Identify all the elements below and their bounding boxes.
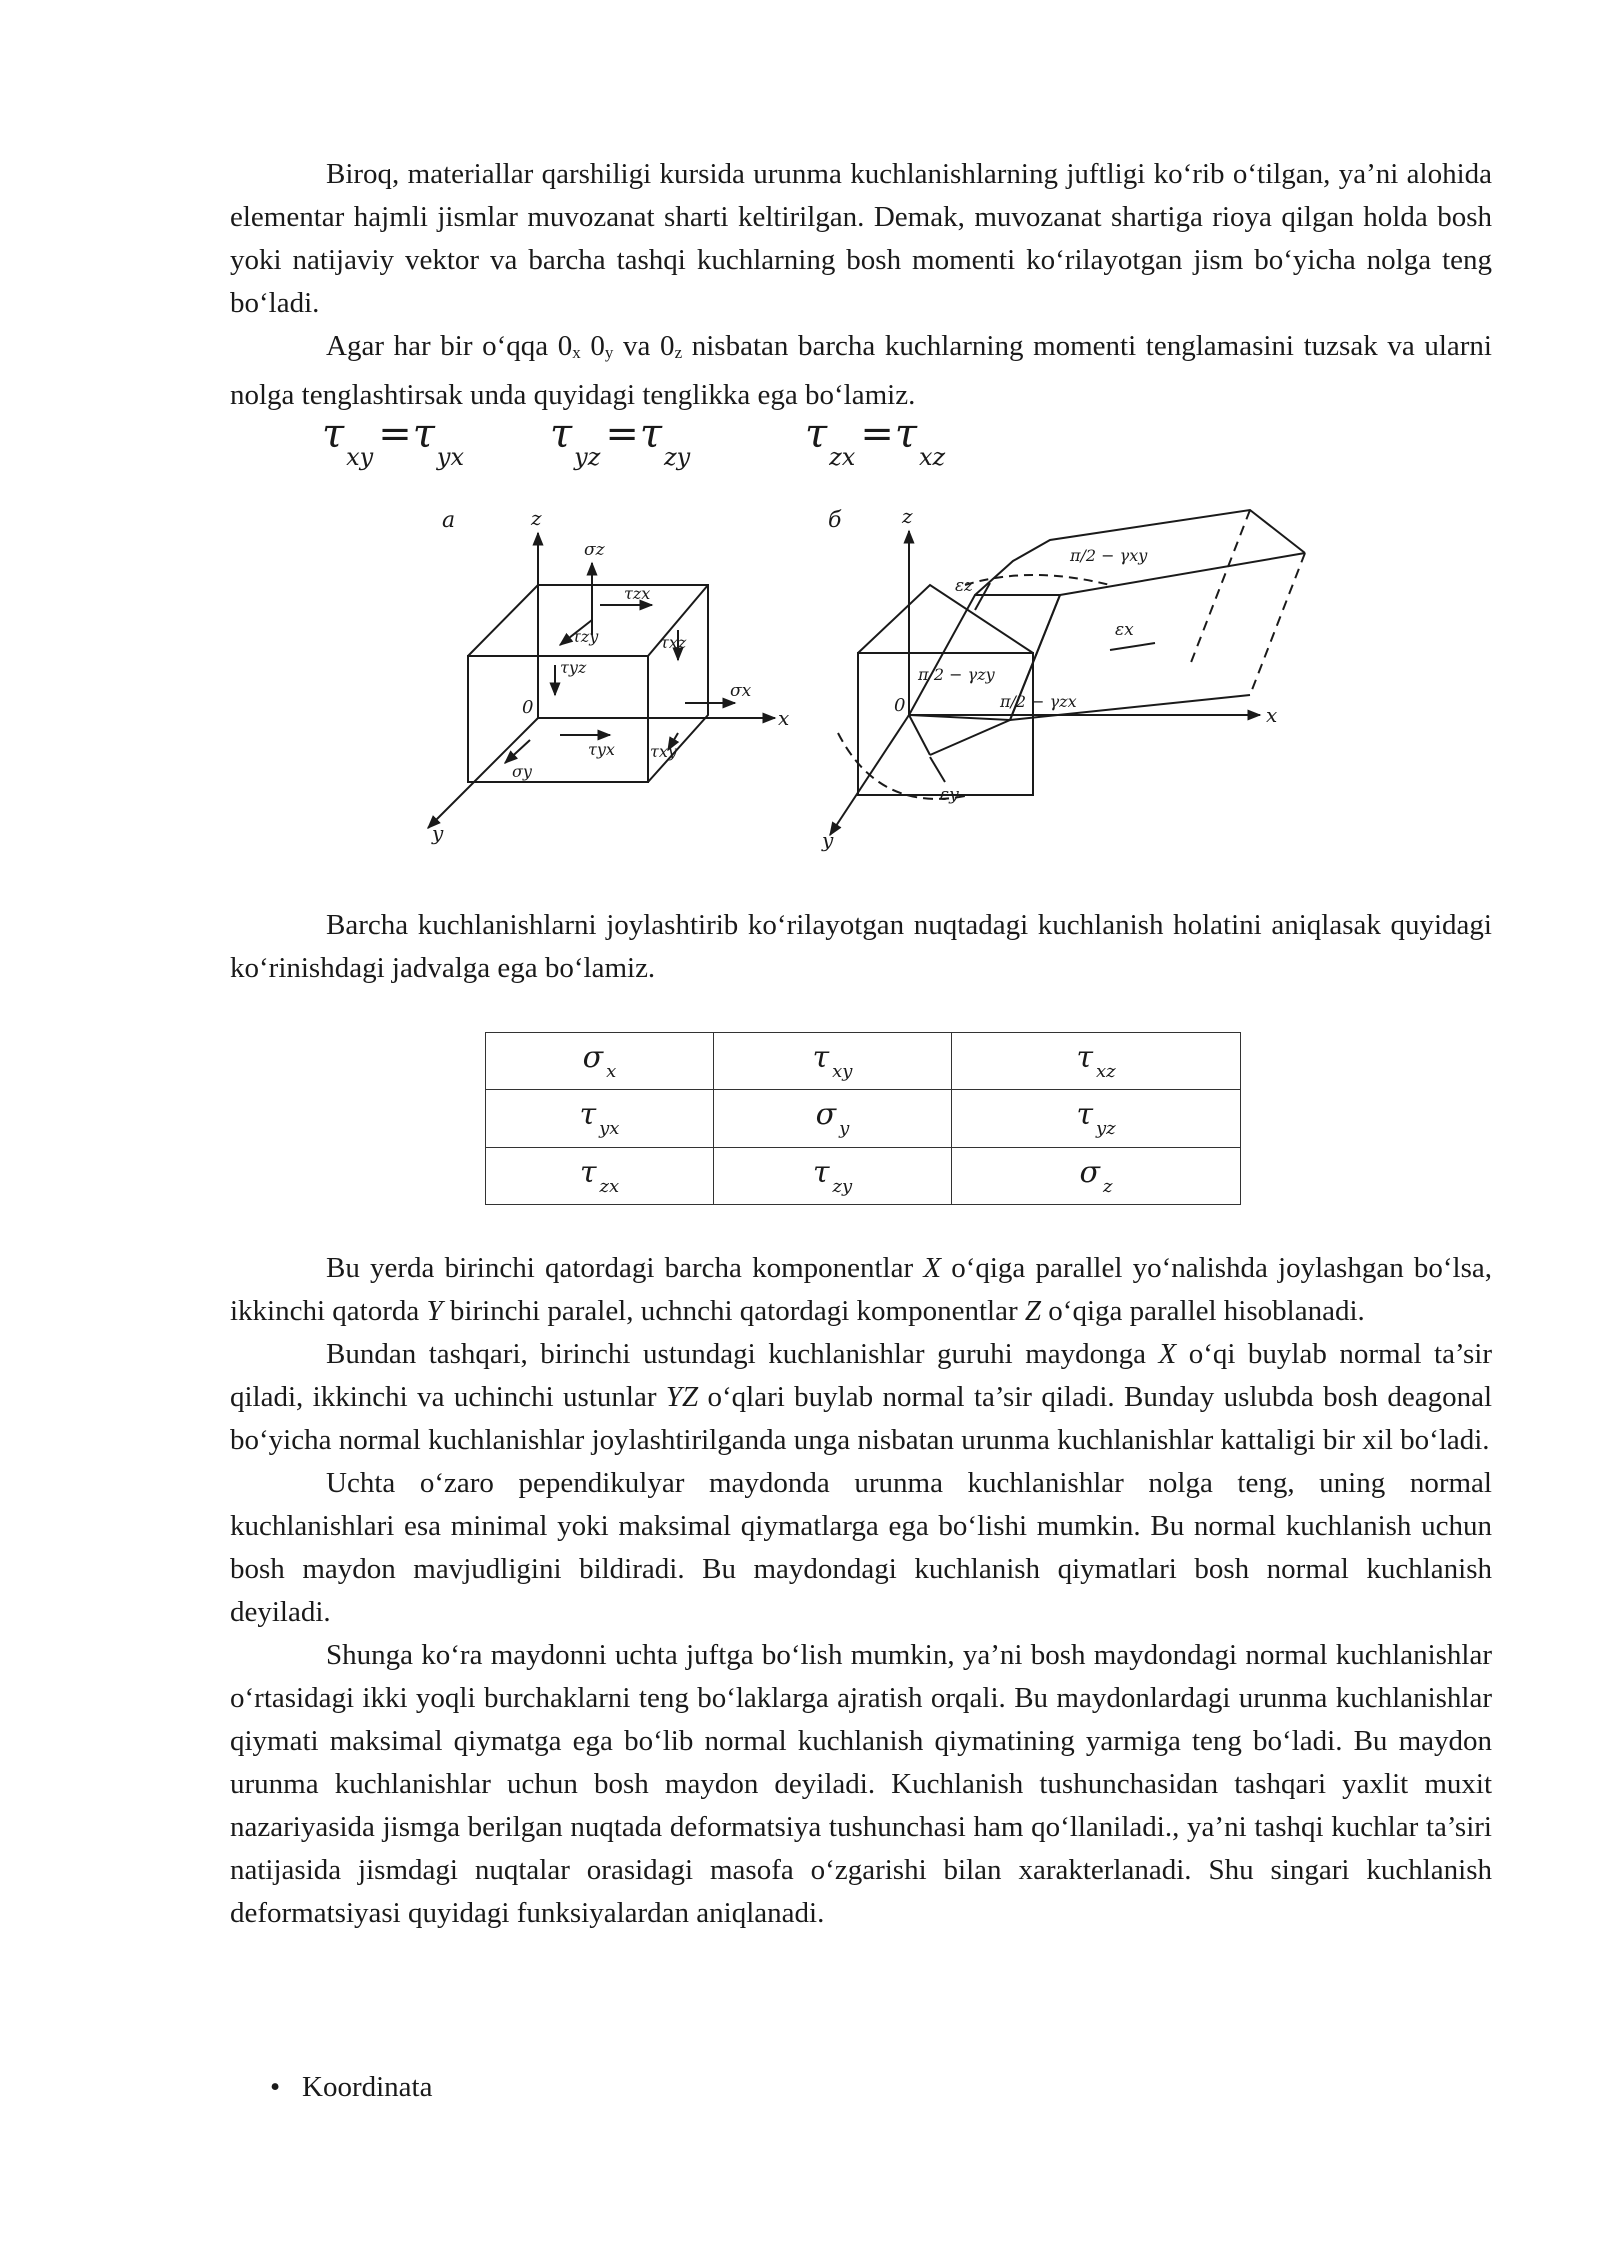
label-sigma-z: σz xyxy=(584,540,605,560)
paragraph: Shunga ko‘ra maydonni uchta juftga bo‘lish mumkin, ya’ni bosh maydondagi normal kuchlanishlar o‘rtasidagi ikki yoqli burchaklarni teng bo‘laklarga ajratish orqali. Bu maydonlardagi urunma kuchlanishlar qiymati maksimal qiymatga ega bo‘lib normal kuchlanish qiymatining yarmiga teng bo‘ladi. Bu maydon urunma kuchlanishlar uchun bosh maydon deyiladi. Kuchlanish tushunchasidan tashqari yaxlit muxit nazariyasida jismga berilgan nuqtada deformatsiya tushunchasi ham qo‘llaniladi., ya’ni tashqi kuchlar ta’siri natijasida jismdagi nuqtalar orasidagi masofa o‘zgarishi bilan xarakterlanadi. Shu singari kuchlanish deformatsiyasi quyidagi funksiyalardan aniqlanadi. xyxy=(230,1639,1492,1929)
label-eps-y: εy xyxy=(940,785,959,805)
label-tau-yz: τyz xyxy=(560,658,587,677)
label-gamma-zy: π/2 − γzy xyxy=(918,665,995,684)
label-tau-xz: τxz xyxy=(660,633,687,652)
bullet-marker: • xyxy=(270,2071,281,2103)
label-sigma-y: σy xyxy=(512,762,532,781)
paragraph: Agar har bir o‘qqa 0x 0y va 0z nisbatan barcha kuchlarning momenti tenglamasini tuzsak va ularni nolga tenglashtirsak unda quyidagi tenglikka ega bo‘lamiz. xyxy=(230,330,1492,411)
y-axis-label: y xyxy=(822,828,834,852)
paragraph: Uchta o‘zaro pependikulyar maydonda urunma kuchlanishlar nolga teng, uning normal kuchlanishlari esa minimal yoki maksimal qiymatlarga ega bo‘lishi mumkin. Bu normal kuchlanish uchun bosh maydon mavjudligini bildiradi. Bu maydondagi kuchlanish qiymatlari bosh normal kuchlanish deyiladi. xyxy=(230,1467,1492,1628)
stress-component-table xyxy=(485,1032,1241,1205)
formula-xy: $\tau_{xy} =\tau_{yx}$ xyxy=(322,411,464,471)
label-tau-xy: τxy xyxy=(650,742,677,761)
table-cell: τ $_{yx}$ xyxy=(486,1090,714,1147)
label-gamma-zx: π/2 − γzx xyxy=(1000,692,1077,711)
z-axis-label: z xyxy=(902,504,913,528)
panel-b-tag: б xyxy=(828,508,842,533)
body-text xyxy=(230,1247,1492,1935)
table-cell: τ $_{zx}$ xyxy=(486,1147,714,1204)
figure-panel-b xyxy=(821,504,1305,852)
table-cell: σ $_x$ xyxy=(486,1033,714,1090)
table-row xyxy=(486,1147,1241,1204)
table-cell: τ $_{yz}$ xyxy=(952,1090,1241,1147)
paragraph: Bu yerda birinchi qatordagi barcha komponentlar X o‘qiga parallel yo‘nalishda joylashgan bo‘lsa, ikkinchi qatorda Y birinchi paralel, uchnchi qatordagi komponentlar Z o‘qiga parallel hisoblanadi. xyxy=(230,1252,1492,1327)
table-cell: σ $_z$ xyxy=(952,1147,1241,1204)
x-axis-label: x xyxy=(1266,703,1278,727)
label-sigma-x: σx xyxy=(730,681,752,701)
stress-figures xyxy=(410,495,1310,860)
paragraph: Biroq, materiallar qarshiligi kursida urunma kuchlanishlarning juftligi ko‘rib o‘tilgan, ya’ni alohida elementar hajmli jismlar muvozanat sharti keltirilgan. Demak, muvozanat shartiga rioya qilgan holda bosh yoki natijaviy vektor va barcha tashqi kuchlarning bosh momenti ko‘rilayotgan jism bo‘yicha nolga teng bo‘ladi. xyxy=(230,158,1492,319)
intro-text xyxy=(230,153,1492,417)
label-eps-x: εx xyxy=(1115,620,1134,640)
table-intro-text xyxy=(230,904,1492,990)
x-axis-label: x xyxy=(778,706,790,730)
table-cell: τ $_{zy}$ xyxy=(714,1147,952,1204)
formula-zx: $\tau_{zx} =\tau_{xz}$ xyxy=(805,411,946,471)
bullet-list-item xyxy=(270,2066,432,2109)
figure-panel-a xyxy=(428,506,789,860)
z-axis-label: z xyxy=(531,506,542,530)
panel-a-tag: a xyxy=(442,508,456,533)
paragraph: Barcha kuchlanishlarni joylashtirib ko‘rilayotgan nuqtadagi kuchlanish holatini aniqlasak quyidagi ko‘rinishdagi jadvalga ega bo‘lamiz. xyxy=(230,909,1492,984)
label-eps-z: εz xyxy=(955,576,974,596)
origin-label: 0 xyxy=(894,695,906,716)
label-gamma-xy: π/2 − γxy xyxy=(1070,546,1148,565)
bullet-text: Koordinata xyxy=(302,2071,433,2103)
label-tau-zx: τzx xyxy=(624,584,651,603)
formula-yz: $\tau_{yz} =\tau_{zy}$ xyxy=(550,411,691,471)
table-cell: σ $_y$ xyxy=(714,1090,952,1147)
equality-formulas xyxy=(322,411,1222,481)
table-cell: τ $_{xz}$ xyxy=(952,1033,1241,1090)
label-tau-yx: τyx xyxy=(588,740,615,759)
stress-figure-svg xyxy=(410,495,1310,860)
table-row xyxy=(486,1033,1241,1090)
paragraph: Bundan tashqari, birinchi ustundagi kuchlanishlar guruhi maydonga X o‘qi buylab normal ta’sir qiladi, ikkinchi va uchinchi ustunlar YZ o‘qlari buylab normal ta’sir qiladi. Bunday uslubda bosh deagonal bo‘yicha normal kuchlanishlar joylashtirilganda unga nisbatan urunma kuchlanishlar kattaligi bir xil bo‘ladi. xyxy=(230,1338,1492,1456)
y-axis-label: y xyxy=(432,821,444,845)
origin-label: 0 xyxy=(522,697,534,718)
table-cell: τ $_{xy}$ xyxy=(714,1033,952,1090)
table-row xyxy=(486,1090,1241,1147)
label-tau-zy: τzy xyxy=(572,627,599,646)
